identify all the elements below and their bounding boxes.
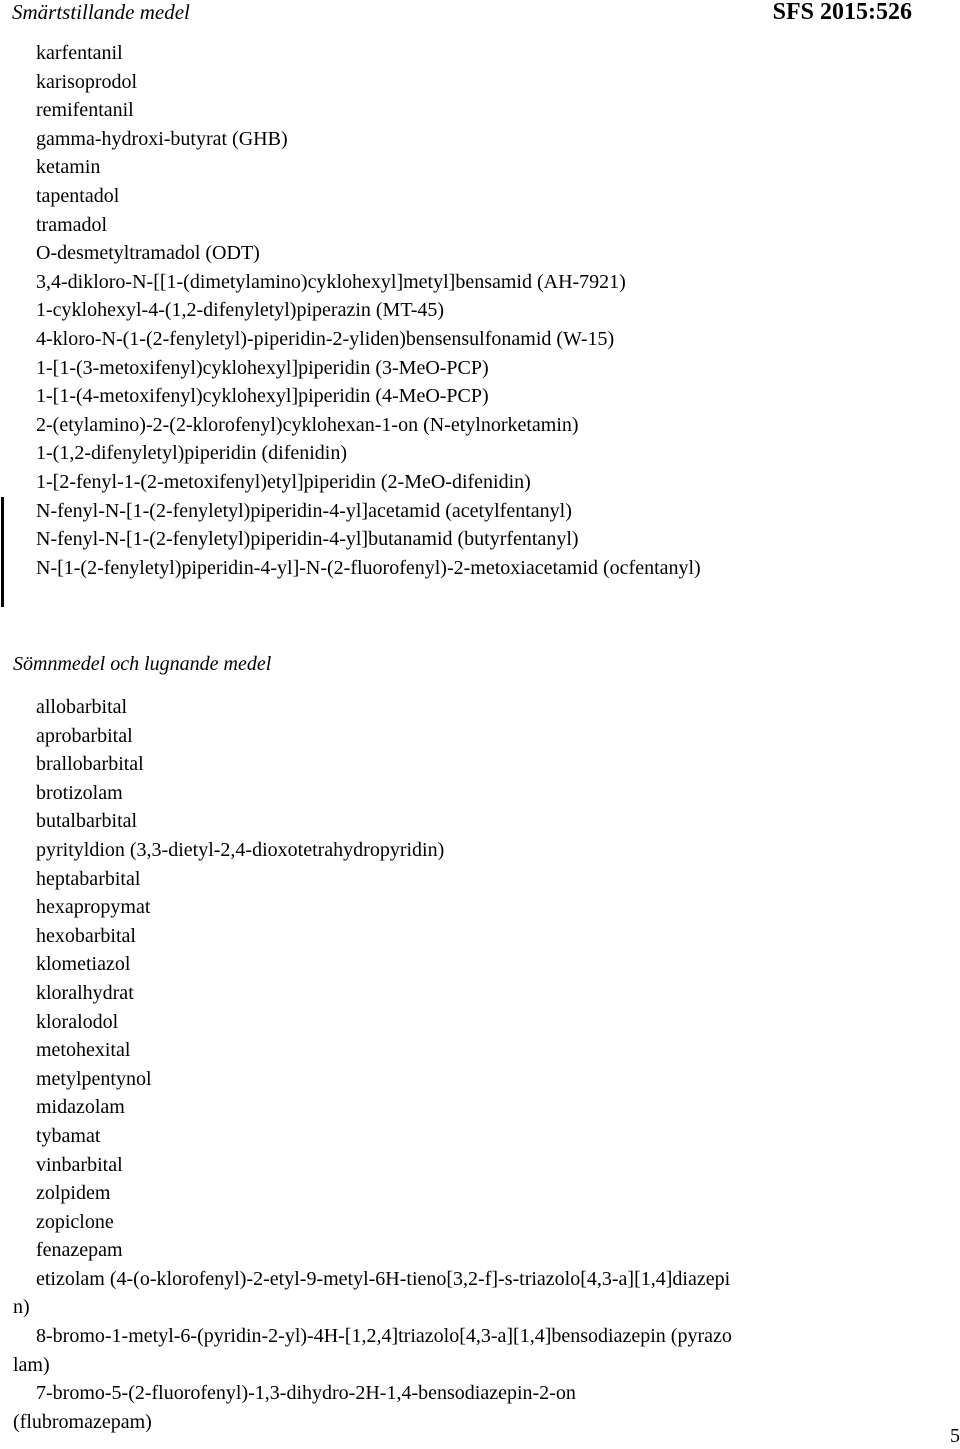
list-item: heptabarbital [36,867,141,890]
list-item: 1-(1,2-difenyletyl)piperidin (difenidin) [36,442,348,465]
list-item: midazolam [36,1096,125,1119]
list-item: ketamin [36,156,101,179]
list-item: tapentadol [36,184,120,207]
list-item: 2-(etylamino)-2-(2-klorofenyl)cyklohexan-1-on (N-etylnorketamin) [36,413,579,436]
list-item: karfentanil [36,42,123,64]
list-item: 4-kloro-N-(1-(2-fenyletyl)-piperidin-2-yliden)bensensulfonamid (W-15) [36,327,615,350]
list-item: pyrityldion (3,3-dietyl-2,4-dioxotetrahydropyridin) [36,838,445,861]
list-item: zopiclone [36,1210,114,1233]
page-number: 5 [950,1425,960,1447]
list-item: N-fenyl-N-[1-(2-fenyletyl)piperidin-4-yl]butanamid (butyrfentanyl) [36,528,579,551]
running-header-sfs-number: SFS 2015:526 [772,0,912,25]
list-item: fenazepam [36,1239,123,1262]
running-header-section: Smärtstillande medel [12,0,190,24]
list-item: butalbarbital [36,810,138,833]
section-heading-sleep-sedatives: Sömnmedel och lugnande medel [13,653,272,675]
list-item: 1-cyklohexyl-4-(1,2-difenyletyl)piperazin (MT-45) [36,299,445,322]
list-item: 1-[1-(4-metoxifenyl)cyklohexyl]piperidin (4-MeO-PCP) [36,385,489,408]
list-item: allobarbital [36,696,128,718]
list-item: brotizolam [36,781,123,804]
substance-list-sedatives [13,693,913,1436]
list-item: 8-bromo-1-metyl-6-(pyridin-2-yl)-4H-[1,2,4]triazolo[4,3-a][1,4]bensodiazepin (pyrazolam) [13,1325,732,1376]
list-item: 1-[2-fenyl-1-(2-metoxifenyl)etyl]piperidin (2-MeO-difenidin) [36,470,531,493]
list-item: remifentanil [36,99,134,122]
list-item: vinbarbital [36,1153,123,1176]
list-item: tramadol [36,213,108,236]
list-item: hexapropymat [36,896,151,919]
list-item: 7-bromo-5-(2-fluorofenyl)-1,3-dihydro-2H-1,4-bensodiazepin-2-on (flubromazepam) [13,1382,576,1433]
list-item: N-fenyl-N-[1-(2-fenyletyl)piperidin-4-yl]acetamid (acetylfentanyl) [36,499,572,522]
list-item: etizolam (4-(o-klorofenyl)-2-etyl-9-metyl-6H-tieno[3,2-f]-s-triazolo[4,3-a][1,4]diazepin) [13,1267,731,1319]
list-item: tybamat [36,1124,101,1147]
list-item: aprobarbital [36,724,133,747]
list-item: metylpentynol [36,1067,152,1090]
list-item: metohexital [36,1039,131,1062]
substance-list-painkillers [13,39,913,582]
list-item: zolpidem [36,1182,111,1205]
list-item: brallobarbital [36,753,144,776]
list-item: 1-[1-(3-metoxifenyl)cyklohexyl]piperidin (3-MeO-PCP) [36,356,489,379]
list-item: kloralhydrat [36,981,134,1004]
list-item: klometiazol [36,953,131,976]
change-bar [1,497,4,607]
list-item: N-[1-(2-fenyletyl)piperidin-4-yl]-N-(2-fluorofenyl)-2-metoxiacetamid (ocfentanyl) [36,556,701,579]
list-item: 3,4-dikloro-N-[[1-(dimetylamino)cyklohexyl]metyl]bensamid (AH-7921) [36,270,626,293]
list-item: kloralodol [36,1010,119,1033]
list-item: karisoprodol [36,70,138,93]
list-item: O-desmetyltramadol (ODT) [36,242,260,265]
list-item: gamma-hydroxi-butyrat (GHB) [36,127,288,150]
list-item: hexobarbital [36,924,136,947]
